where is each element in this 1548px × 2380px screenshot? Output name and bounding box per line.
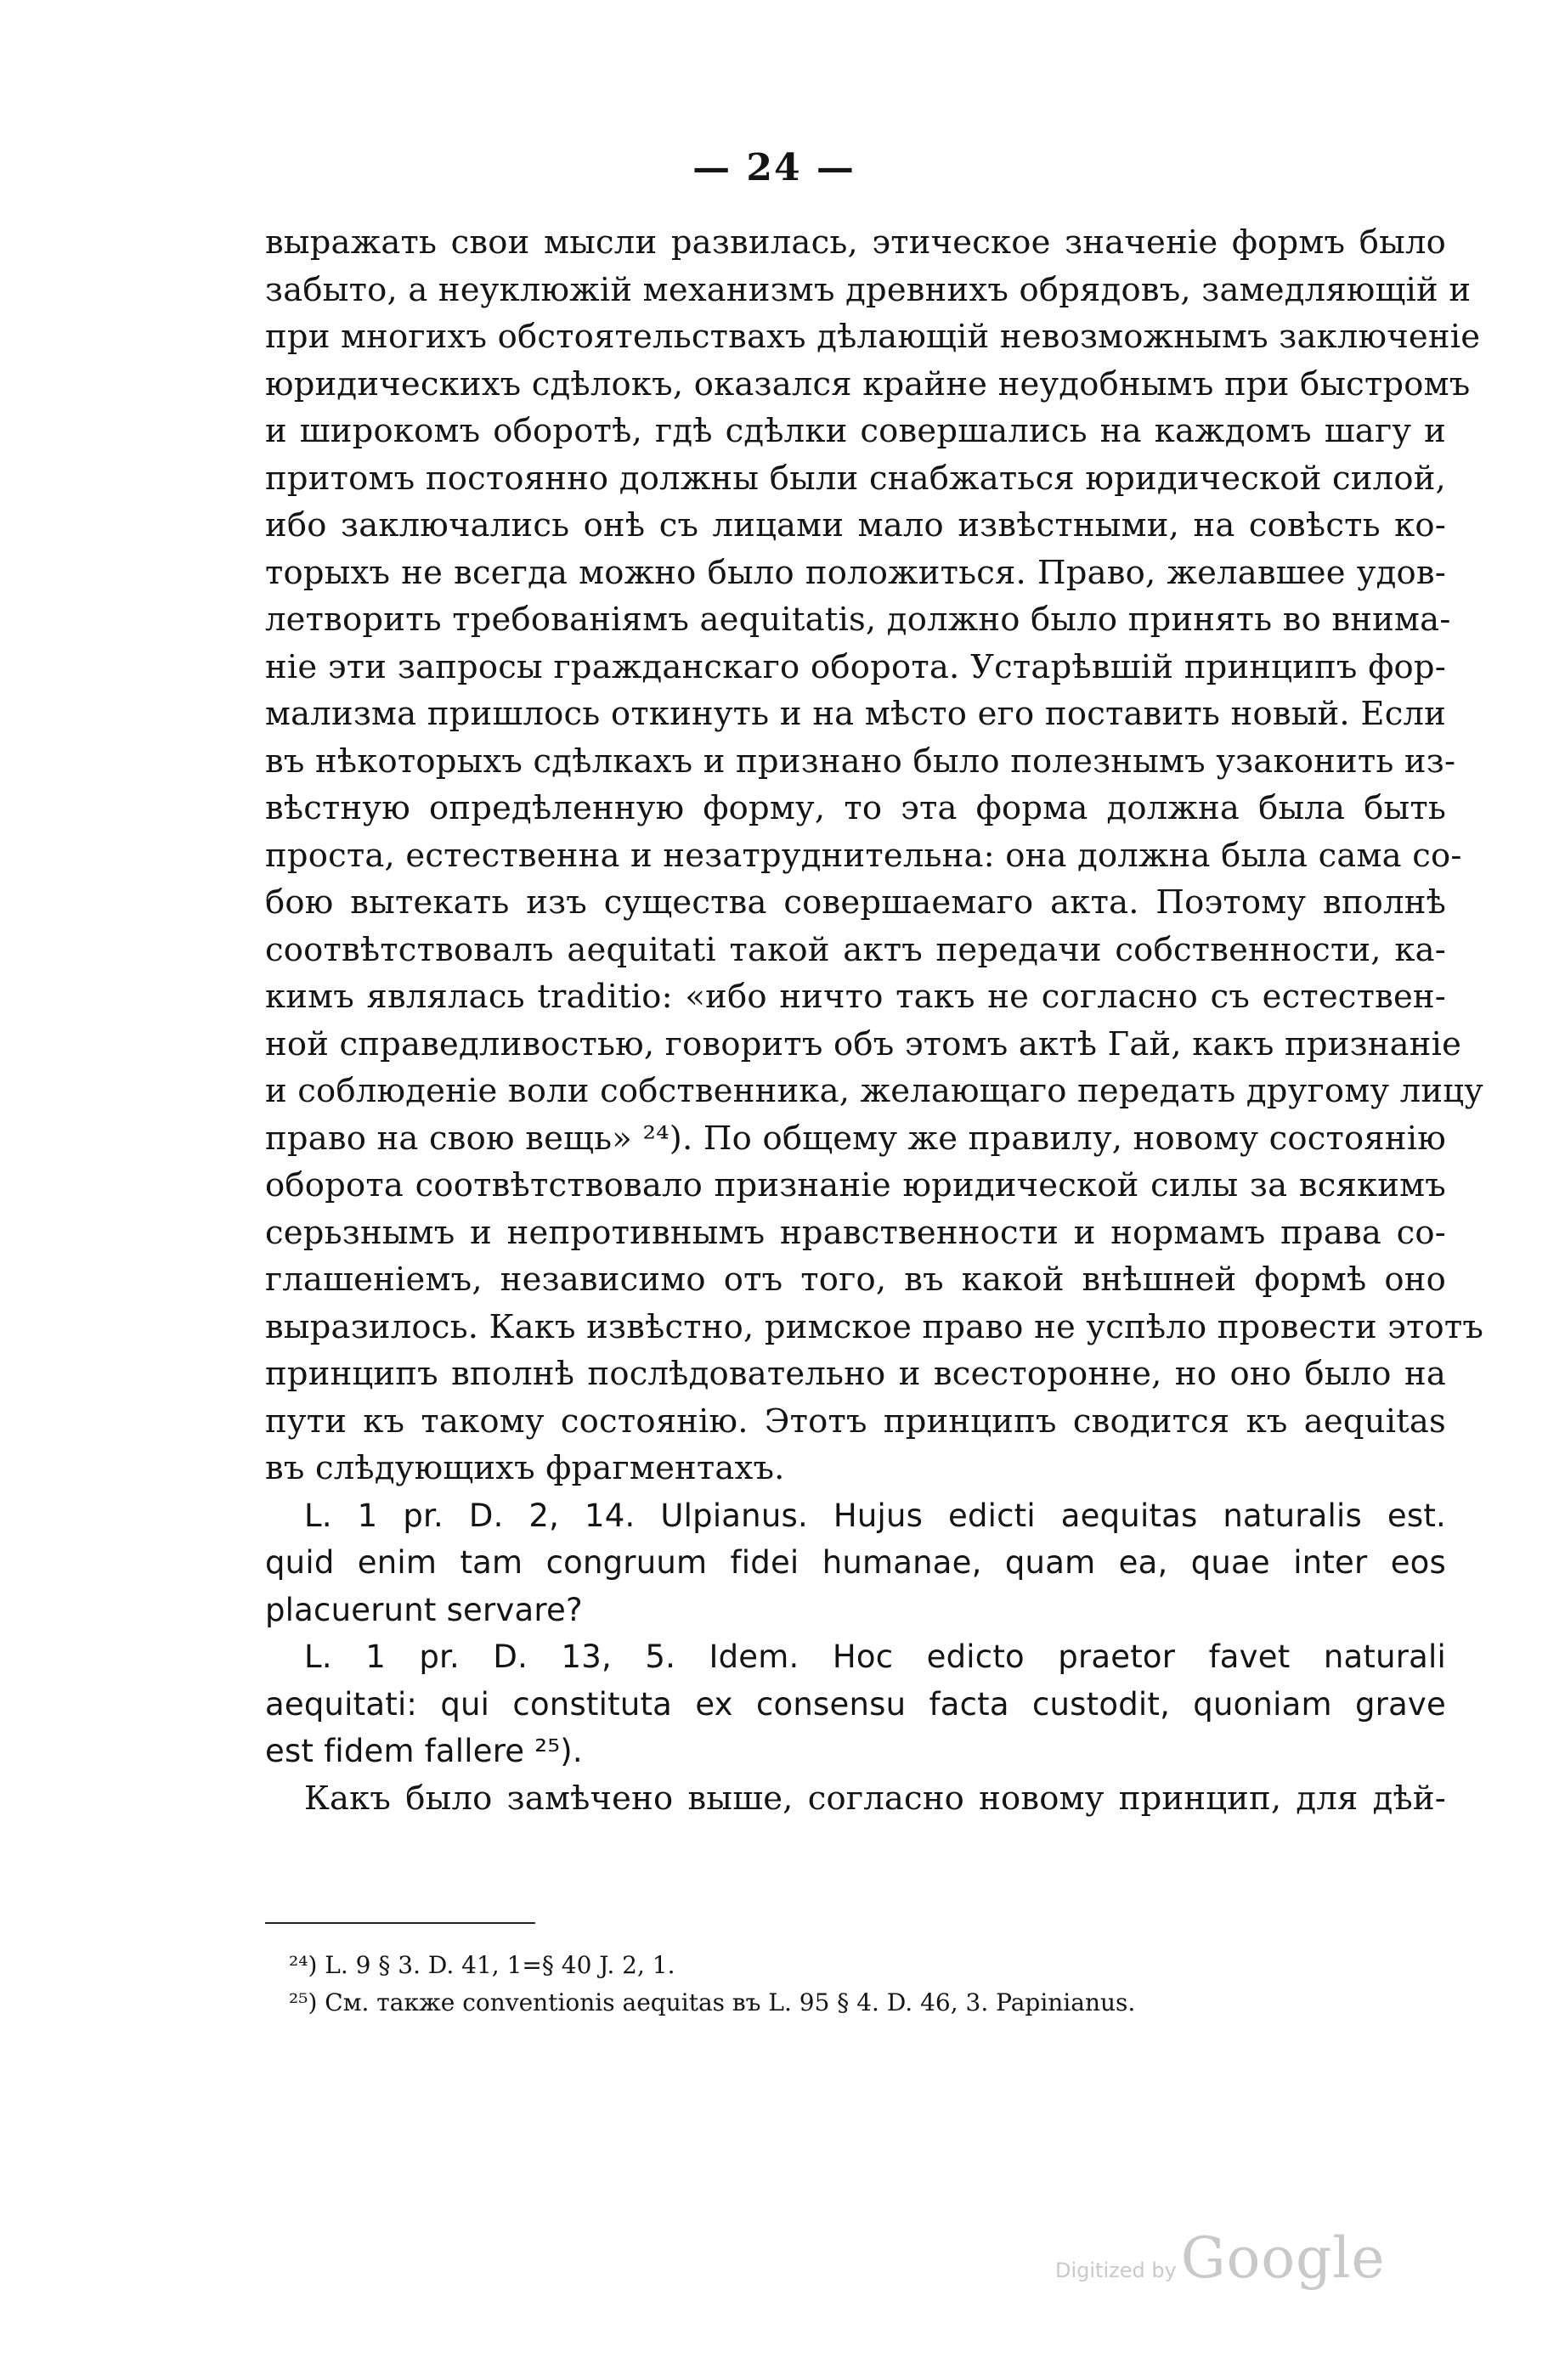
- body-text: [265, 219, 1484, 1822]
- body-line: при многихъ обстоятельствахъ дѣлающій невозможнымъ заключеніе: [265, 318, 1481, 356]
- citation-line: aequitati: qui constituta ex consensu facta custodit, quoniam grave: [265, 1685, 1446, 1723]
- citation-line: est fidem fallere ²⁵).: [265, 1733, 583, 1769]
- body-line: притомъ постоянно должны были снабжаться юридической силой,: [265, 459, 1446, 498]
- body-line: и широкомъ оборотѣ, гдѣ сдѣлки совершались на каждомъ шагу и: [265, 412, 1446, 450]
- body-line: юридическихъ сдѣлокъ, оказался крайне неудобнымъ при быстромъ: [265, 364, 1471, 403]
- body-line: серьзнымъ и непротивнымъ нравственности и нормамъ права со-: [265, 1213, 1446, 1252]
- body-line: бою вытекать изъ существа совершаемаго акта. Поэтому вполнѣ: [265, 883, 1446, 922]
- closing-line: Какъ было замѣчено выше, согласно новому принцип, для дѣй-: [304, 1779, 1446, 1818]
- body-line: въ нѣкоторыхъ сдѣлкахъ и признано было полезнымъ узаконить из-: [265, 742, 1456, 781]
- body-line: мализма пришлось откинуть и на мѣсто его поставить новый. Если: [265, 695, 1446, 733]
- body-line: торыхъ не всегда можно было положиться. Право, желавшее удов-: [265, 553, 1446, 592]
- footnote-24: [289, 1947, 1393, 1984]
- body-line: выражать свои мысли развилась, этическое значеніе формъ было: [265, 223, 1446, 262]
- body-line: вѣстную опредѣленную форму, то эта форма должна была быть: [265, 789, 1446, 827]
- body-line: оборота соотвѣтствовало признаніе юридической силы за всякимъ: [265, 1166, 1446, 1204]
- body-line: и соблюденіе воли собственника, желающаго передать другому лицу: [265, 1072, 1484, 1110]
- citation-line: L. 1 pr. D. 13, 5. Idem. Hoc edicto praetor favet naturali: [304, 1638, 1446, 1675]
- digitized-watermark: [1055, 2225, 1412, 2293]
- footnote-marker: ²⁴): [289, 1951, 318, 1979]
- body-line: ніе эти запросы гражданскаго оборота. Устарѣвшій принципъ фор-: [265, 647, 1446, 686]
- body-line: право на свою вещь» ²⁴). По общему же правилу, новому состоянію: [265, 1119, 1446, 1158]
- watermark-prefix: Digitized by: [1055, 2259, 1177, 2282]
- citation-line: quid enim tam congruum fidei humanae, quam ea, quae inter eos: [265, 1544, 1446, 1581]
- body-line: забыто, а неуклюжій механизмъ древнихъ обрядовъ, замедляющій и: [265, 270, 1472, 309]
- citation-line: placuerunt servare?: [265, 1591, 583, 1628]
- body-line: пути къ такому состоянію. Этотъ принципъ сводится къ aequitas: [265, 1401, 1446, 1441]
- body-line: ибо заключались онѣ съ лицами мало извѣстными, на совѣсть ко-: [265, 506, 1446, 544]
- citation-line: L. 1 pr. D. 2, 14. Ulpianus. Hujus edicti aequitas naturalis est.: [304, 1497, 1446, 1534]
- footnotes: [289, 1947, 1393, 2022]
- body-line: глашеніемъ, независимо отъ того, въ какой внѣшней формѣ оно: [265, 1260, 1446, 1299]
- body-line: выразилось. Какъ извѣстно, римское право не успѣло провести этотъ: [265, 1307, 1484, 1346]
- body-line: въ слѣдующихъ фрагментахъ.: [265, 1449, 785, 1487]
- body-line: проста, естественна и незатруднительна: она должна была сама со-: [265, 836, 1462, 875]
- footnote-divider: [265, 1922, 535, 1924]
- footnote-text: См. также conventionis aequitas въ L. 95 § 4. D. 46, 3. Papinianus.: [325, 1988, 1136, 2016]
- footnote-25: [289, 1984, 1393, 2022]
- body-line: кимъ являлась traditio: «ибо ничто такъ не согласно съ естествен-: [265, 978, 1446, 1016]
- footnote-text: L. 9 § 3. D. 41, 1=§ 40 J. 2, 1.: [325, 1951, 675, 1979]
- body-line: ной справедливостью, говоритъ объ этомъ актѣ Гай, какъ признаніе: [265, 1024, 1462, 1063]
- body-line: летворить требованіямъ aequitatis, должно было принять во внима-: [265, 601, 1451, 639]
- footnote-marker: ²⁵): [289, 1988, 318, 2016]
- body-line: соотвѣтствовалъ aequitati такой актъ передачи собственности, ка-: [265, 930, 1446, 969]
- google-logo: Google: [1180, 2225, 1386, 2291]
- body-line: принципъ вполнѣ послѣдовательно и всесторонне, но оно было на: [265, 1355, 1446, 1393]
- page-number: — 24 —: [692, 146, 856, 189]
